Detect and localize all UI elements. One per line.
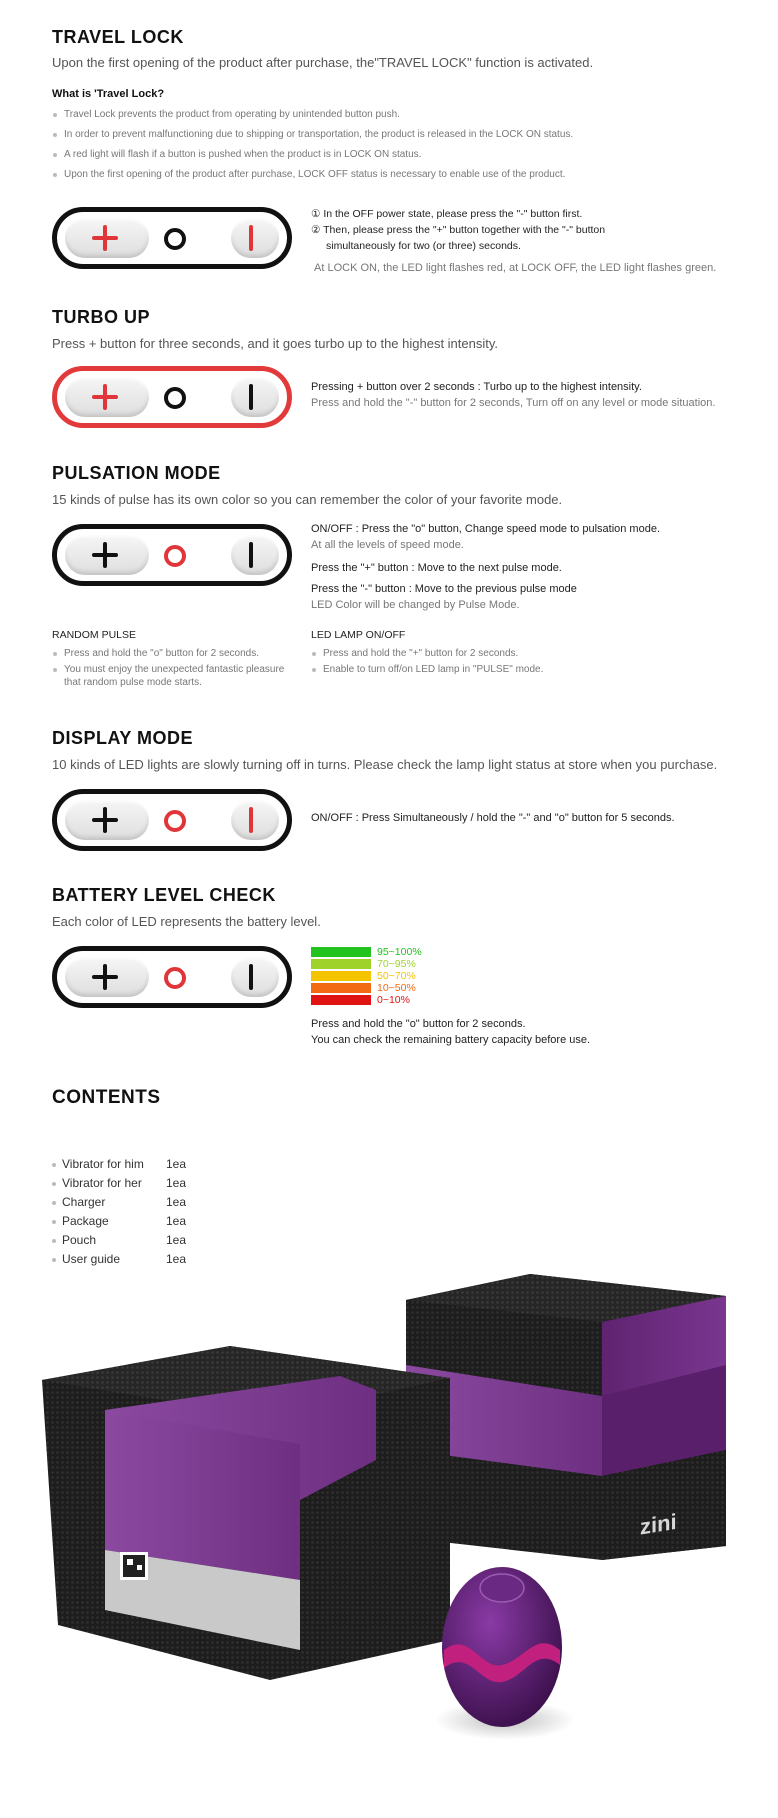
pulsation-title: PULSATION MODE [52,463,221,483]
plus-icon [92,964,118,990]
circle-icon [164,810,186,832]
list-item [52,1233,252,1247]
product-render [0,1250,778,1813]
product-photo [0,1250,778,1813]
item-qty: 1ea [166,1195,187,1209]
item-qty: 1ea [166,1214,187,1228]
button-cap [231,535,279,575]
pulsation-onoff-sub: At all the levels of speed mode. [311,539,464,551]
list-item [52,1157,252,1171]
display-onoff: ON/OFF : Press Simultaneously / hold the "-" and "o" button for 5 seconds. [311,812,675,824]
battery-legend [311,947,451,1005]
pulsation-next: Press the "+" button : Move to the next pulse mode. [311,562,562,574]
battery-level-swatch [311,983,371,993]
turbo-up-lead: Press + button for three seconds, and it goes turbo up to the highest intensity. [52,336,499,351]
plus-icon [92,807,118,833]
travel-lock-led-note: At LOCK ON, the LED light flashes red, at LOCK OFF, the LED light flashes green. [314,262,717,274]
button-cap [231,377,279,417]
plus-icon [92,225,118,251]
travel-lock-bullets [52,108,732,188]
circle-icon [164,387,186,409]
item-name: Pouch [62,1233,97,1247]
list-item: In order to prevent malfunctioning due to shipping or transportation, the product is released in the LOCK ON status. [52,128,732,141]
travel-lock-title: TRAVEL LOCK [52,27,184,47]
display-mode-lead: 10 kinds of LED lights are slowly turning off in turns. Please check the lamp light status at store when you purchase. [52,757,718,772]
pulsation-prev: Press the "-" button : Move to the previous pulse mode [311,583,577,595]
travel-lock-question: What is 'Travel Lock? [52,88,165,100]
battery-level-label: 50~70% [377,970,416,982]
list-item: Press and hold the "+" button for 2 seconds. [311,647,651,660]
list-item [52,1214,252,1228]
item-name: Vibrator for her [62,1176,142,1190]
control-pill-pulsation [52,524,292,586]
zini-logo: zini [640,1508,677,1540]
item-name: Package [62,1214,109,1228]
battery-line1: Press and hold the "o" button for 2 seconds. [311,1018,526,1030]
list-item: You must enjoy the unexpected fantastic pleasure that random pulse mode starts. [52,663,302,689]
item-qty: 1ea [166,1252,187,1266]
display-mode-title: DISPLAY MODE [52,728,194,748]
list-item: Upon the first opening of the product after purchase, LOCK OFF status is necessary to enable use of the product. [52,168,732,181]
list-item: Travel Lock prevents the product from operating by unintended button push. [52,108,732,121]
battery-level-label: 95~100% [377,946,422,958]
item-name: User guide [62,1252,121,1266]
minus-icon [249,964,253,990]
list-item [52,1176,252,1190]
button-cap [231,957,279,997]
battery-level-swatch [311,947,371,957]
control-pill-display [52,789,292,851]
item-name: Vibrator for him [62,1157,144,1171]
item-qty: 1ea [166,1233,187,1247]
battery-level-swatch [311,959,371,969]
battery-level-label: 10~50% [377,982,416,994]
plus-icon [92,542,118,568]
pulsation-lead: 15 kinds of pulse has its own color so you can remember the color of your favorite mode. [52,492,563,507]
battery-line2: You can check the remaining battery capacity before use. [311,1034,591,1046]
battery-title: BATTERY LEVEL CHECK [52,885,276,905]
list-item: Press and hold the "o" button for 2 seconds. [52,647,302,660]
travel-lock-step1: ① In the OFF power state, please press the "-" button first. [311,208,583,220]
travel-lock-lead: Upon the first opening of the product after purchase, the"TRAVEL LOCK" function is activated. [52,55,594,70]
item-qty: 1ea [166,1157,187,1171]
travel-lock-step2b: simultaneously for two (or three) seconds. [326,240,521,252]
battery-lead: Each color of LED represents the battery level. [52,914,321,929]
circle-icon [164,545,186,567]
button-cap [231,800,279,840]
circle-icon [164,967,186,989]
contents-title: CONTENTS [52,1087,161,1108]
list-item: A red light will flash if a button is pushed when the product is in LOCK ON status. [52,148,732,161]
control-pill-turbo [52,366,292,428]
list-item: Enable to turn off/on LED lamp in "PULSE" mode. [311,663,651,676]
led-lamp-bullets [311,647,651,679]
button-cap [231,218,279,258]
plus-icon [92,384,118,410]
list-item [52,1195,252,1209]
control-pill-battery [52,946,292,1008]
travel-lock-step2a: ② Then, please press the "+" button together with the "-" button [311,224,606,236]
battery-level-label: 70~95% [377,958,416,970]
item-name: Charger [62,1195,106,1209]
minus-icon [249,384,253,410]
turbo-line1: Pressing + button over 2 seconds : Turbo up to the highest intensity. [311,381,642,393]
minus-icon [249,225,253,251]
random-pulse-bullets [52,647,302,692]
item-qty: 1ea [166,1176,187,1190]
control-pill-travel-lock [52,207,292,269]
turbo-up-title: TURBO UP [52,307,150,327]
pulsation-prev-sub: LED Color will be changed by Pulse Mode. [311,599,520,611]
led-lamp-title: LED LAMP ON/OFF [311,629,406,641]
minus-icon [249,542,253,568]
battery-level-swatch [311,971,371,981]
battery-level-swatch [311,995,371,1005]
minus-icon [249,807,253,833]
pulsation-onoff: ON/OFF : Press the "o" button, Change speed mode to pulsation mode. [311,523,660,535]
battery-level-label: 0~10% [377,994,410,1006]
random-pulse-title: RANDOM PULSE [52,629,137,641]
circle-icon [164,228,186,250]
turbo-line2: Press and hold the "-" button for 2 seconds, Turn off on any level or mode situation. [311,397,716,409]
